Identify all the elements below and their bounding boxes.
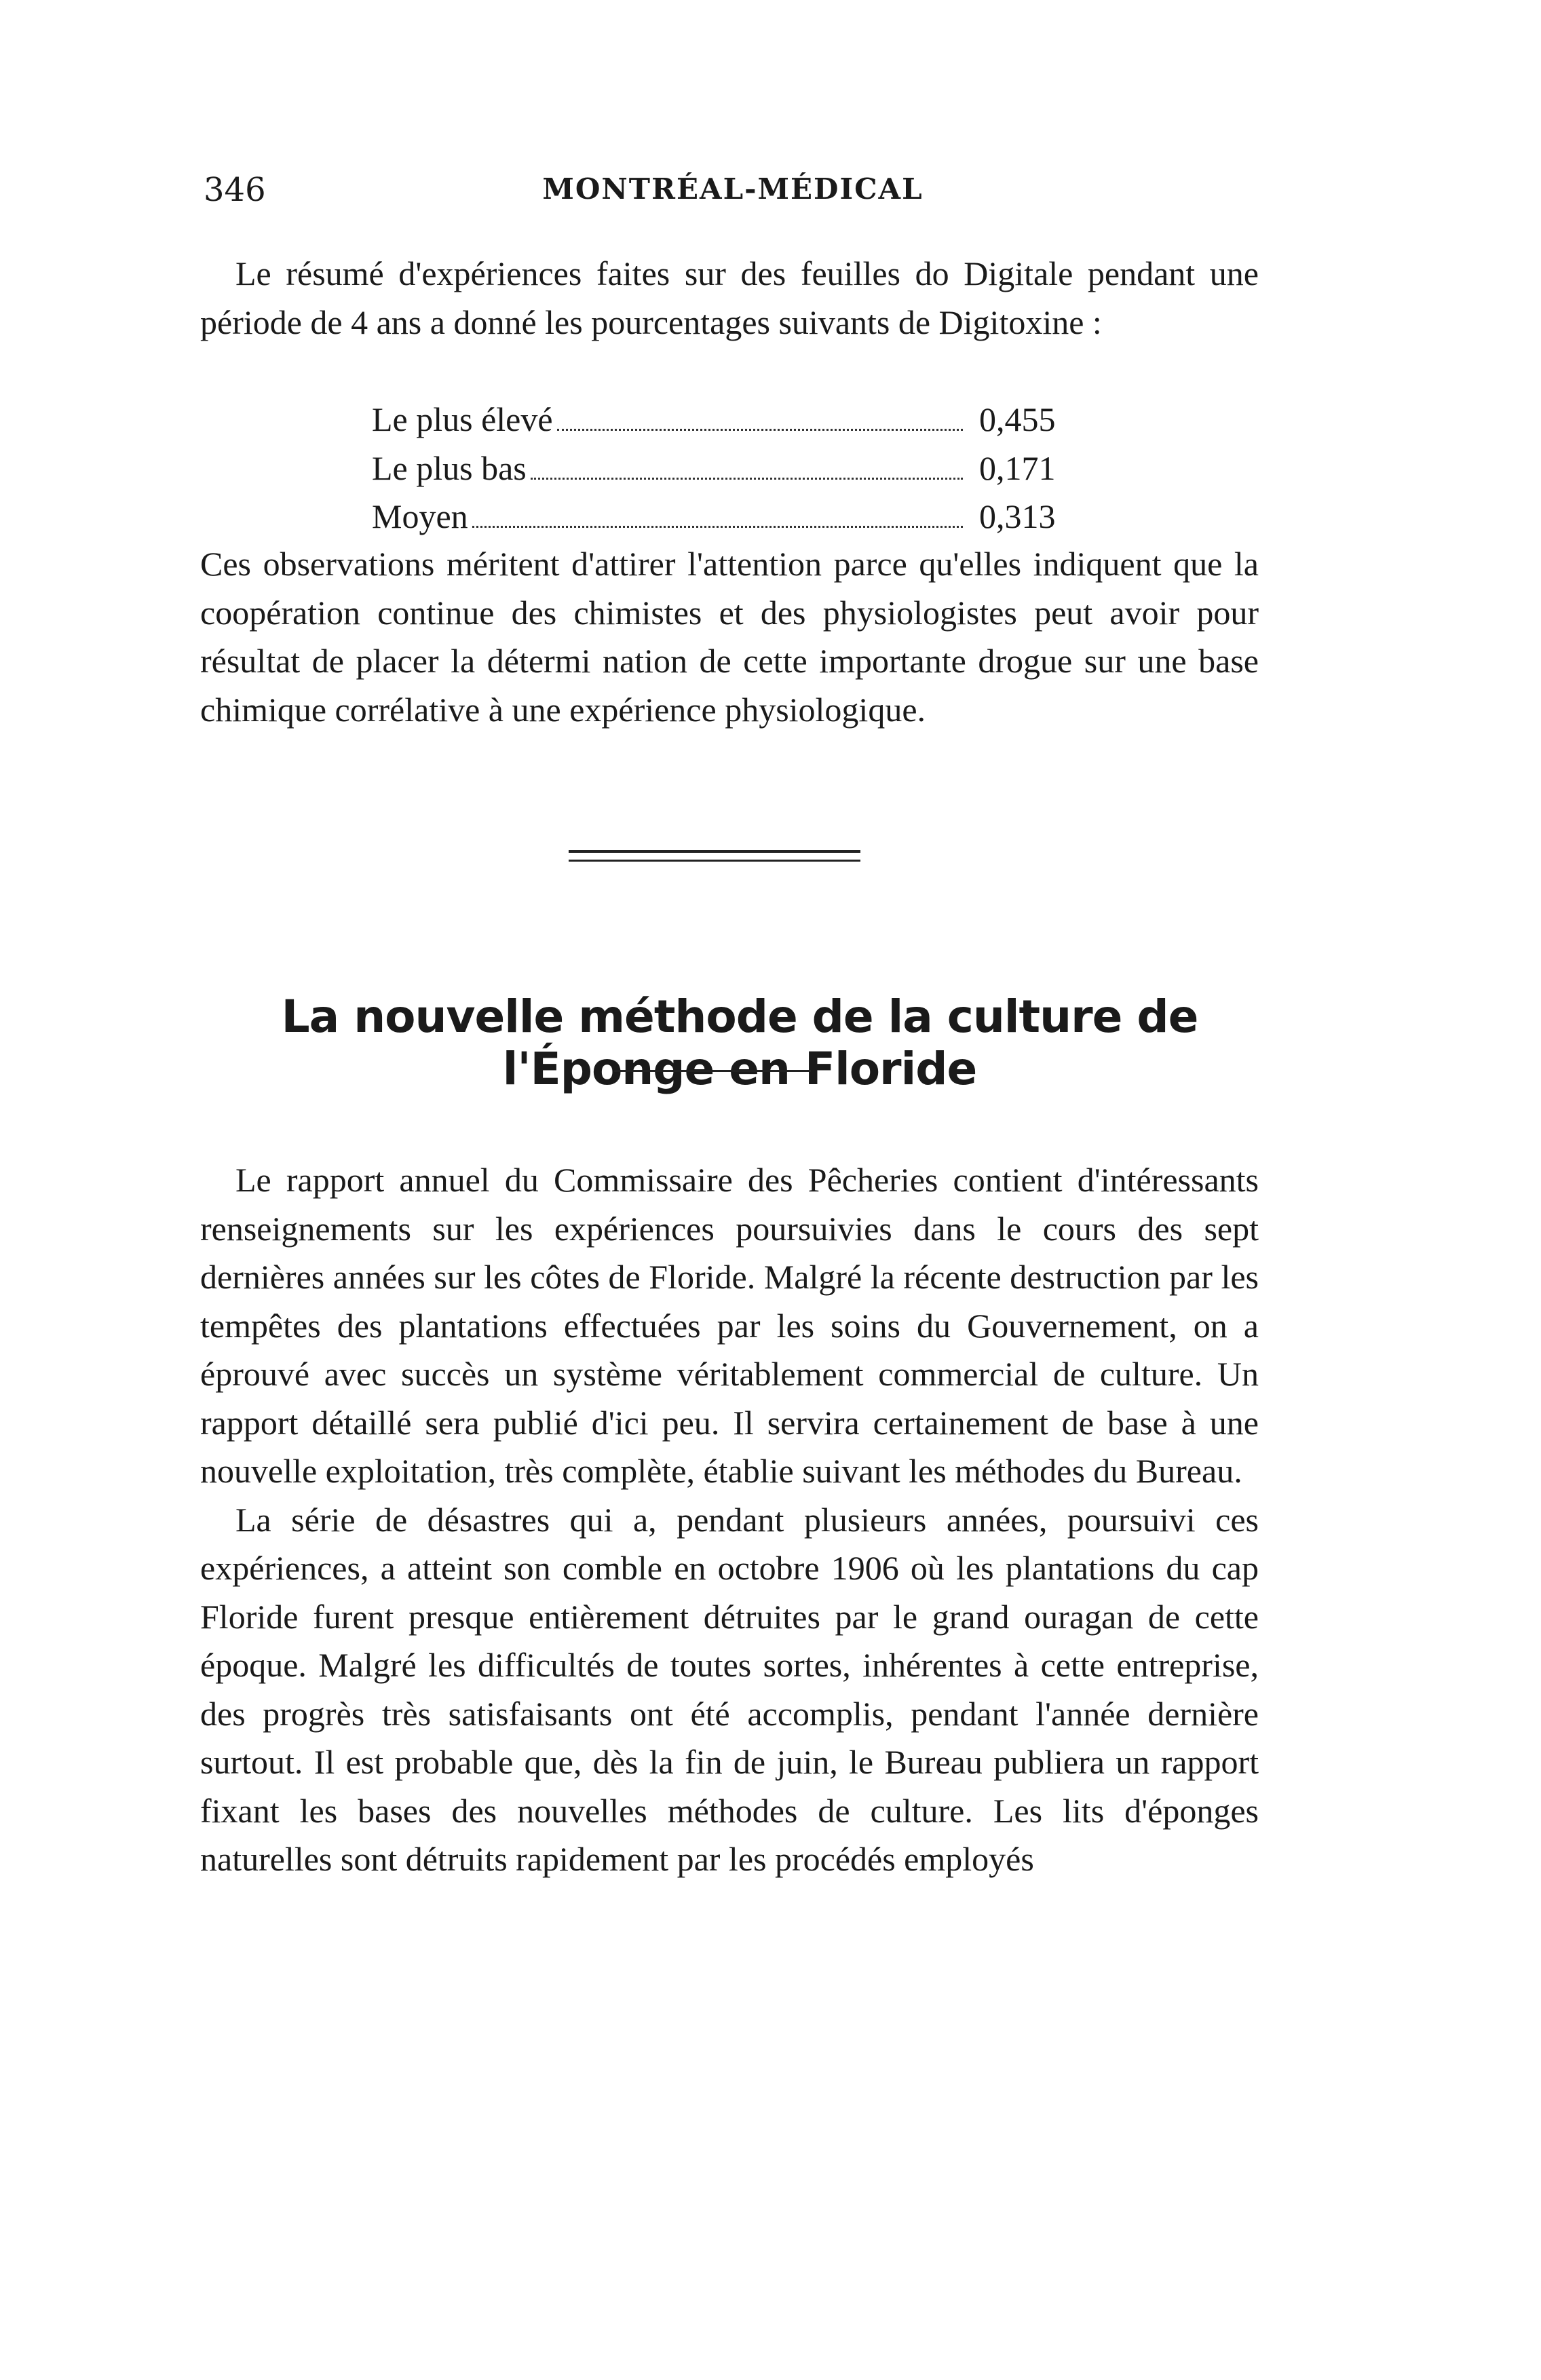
result-value: 0,171 bbox=[979, 448, 1056, 487]
dot-leader bbox=[531, 477, 963, 480]
result-label: Moyen bbox=[372, 497, 468, 535]
dot-leader bbox=[557, 428, 963, 431]
article-paragraph: Le rapport annuel du Commissaire des Pêcheries contient d'intéressants renseignements sur les expériences poursuivies dans le cours des sept dernières années sur les côtes de Floride. Malgré la récente destruction par les tempêtes des plantations effectuées par les soins du Gouvernement, on a éprouvé avec succès un système véritablement commercial de culture. Un rapport détaillé sera publié d'ici peu. Il servira certainement de base à une nouvelle exploitation, très complète, établie suivant les méthodes du Bureau. bbox=[200, 1161, 1259, 1490]
dot-leader bbox=[472, 525, 963, 528]
section-separator-double-rule bbox=[569, 850, 860, 862]
article-body bbox=[200, 1156, 1259, 1884]
running-head bbox=[204, 171, 1262, 218]
result-row-average bbox=[372, 493, 1081, 541]
article-paragraph: La série de désastres qui a, pendant plusieurs années, poursuivi ces expériences, a atteint son comble en octobre 1906 où les plantations du cap Floride furent presque entièrement détruites par le grand ouragan de cette époque. Malgré les difficultés de toutes sortes, inhérentes à cette entreprise, des progrès très satisfaisants ont été accomplis, pendant l'année dernière surtout. Il est probable que, dès la fin de juin, le Bureau publiera un rapport fixant les bases des nouvelles méthodes de culture. Les lits d'éponges naturelles sont détruits rapidement par les procédés employés bbox=[200, 1500, 1259, 1878]
result-label: Le plus bas bbox=[372, 448, 527, 487]
result-value: 0,455 bbox=[979, 400, 1056, 438]
title-underline-rule bbox=[614, 1070, 811, 1072]
observations-section bbox=[200, 540, 1259, 734]
result-row-highest bbox=[372, 396, 1081, 444]
intro-paragraph: Le résumé d'expériences faites sur des feuilles do Digitale pendant une période de 4 ans a donné les pourcentages suivants de Digitoxine : bbox=[200, 254, 1259, 341]
result-label: Le plus élevé bbox=[372, 400, 553, 438]
page-number: 346 bbox=[204, 171, 266, 209]
intro-section bbox=[200, 250, 1259, 347]
article-title: La nouvelle méthode de la culture de l'Éponge en Floride bbox=[281, 990, 1198, 1095]
running-title: MONTRÉAL-MÉDICAL bbox=[542, 172, 924, 206]
result-row-lowest bbox=[372, 444, 1081, 493]
digitoxine-results-table bbox=[372, 396, 1081, 541]
observations-paragraph: Ces observations méritent d'attirer l'attention parce qu'elles indiquent que la coopération continue des chimistes et des physiologistes peut avoir pour résultat de placer la détermi nation de cette importante drogue sur une base chimique corrélative à une expérience physiologique. bbox=[200, 545, 1259, 729]
result-value: 0,313 bbox=[979, 497, 1056, 535]
